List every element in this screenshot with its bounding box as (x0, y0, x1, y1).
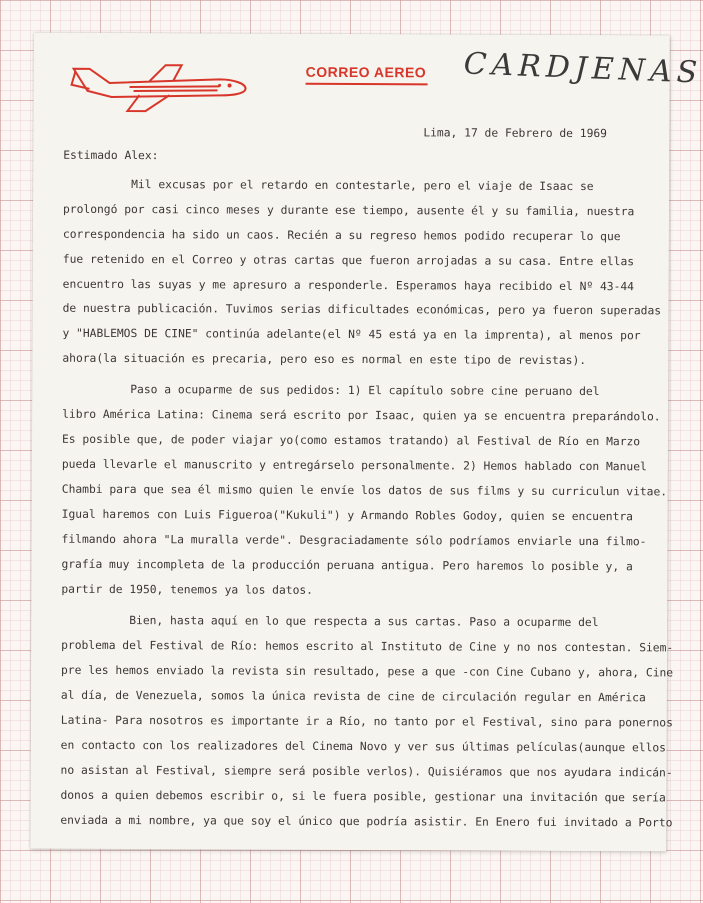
letter-line: enviada a mi nombre, ya que soy el único que podría asistir. En Enero fui invitado a Porto (60, 813, 673, 830)
letter-line: correspondencia ha sido un caos. Recién a su regreso hemos podido recuperar lo que (62, 227, 621, 244)
letter-line: fue retenido en el Correo y otras cartas que fueron arrojadas a su casa. Entre ellas (62, 252, 635, 269)
letter-line: encuentro las suyas y me apresuro a responderle. Esperamos haya recibido el Nº 43-44 (62, 277, 635, 294)
letter-line: no asistan al Festival, siempre será posible verlos). Quisiéramos que nos ayudara indicán- (60, 763, 673, 780)
letter-line: Mil excusas por el retardo en contestarle, pero el viaje de Isaac se (63, 177, 594, 194)
letter-line: libro América Latina: Cinema será escrito por Isaac, quien ya se encuentra preparándolo. (62, 407, 661, 424)
letter-sheet (30, 33, 703, 852)
letter-line: filmando ahora "La muralla verde". Desgraciadamente sólo podríamos enviarle una filmo- (61, 532, 647, 549)
letter-line: partir de 1950, tenemos ya los datos. (61, 582, 314, 597)
letter-line: al día, de Venezuela, somos la única revista de cine de circulación regular en América (60, 688, 646, 705)
letter-line: Es posible que, de poder viajar yo(como estamos tratando) al Festival de Río en Marzo (61, 432, 641, 449)
header-underline (306, 83, 428, 86)
airplane-logo (69, 55, 249, 114)
letter-date: Lima, 17 de Febrero de 1969 (423, 126, 608, 141)
letter-line: Igual haremos con Luis Figueroa("Kukuli") y Armando Robles Godoy, quien se encuentra (61, 507, 634, 524)
letter-line: grafía muy incompleta de la producción peruana antigua. Pero haremos lo posible y, a (61, 557, 633, 574)
airmail-header: CORREO AEREO (305, 63, 427, 81)
letter-line: Bien, hasta aquí en lo que respecta a sus cartas. Paso a ocuparme del (61, 613, 599, 630)
letter-line: y "HABLEMOS DE CINE" continúa adelante(el Nº 45 está ya en la imprenta), al menos por (62, 326, 641, 343)
letter-line: pueda llevarle el manuscrito y entregárselo personalmente. 2) Hemos hablado con Manuel (61, 457, 647, 474)
letter-line: Paso a ocuparme de sus pedidos: 1) El capítulo sobre cine peruano del (62, 382, 600, 399)
letter-line: prolongó por casi cinco meses y durante ese tiempo, ausente él y su familia, nuestra (62, 202, 635, 219)
letter-line: Latina- Para nosotros es importante ir a Río, no tanto por el Festival, sino para ponernos (60, 713, 673, 730)
letter-greeting: Estimado Alex: (63, 148, 159, 163)
letter-line: de nuestra publicación. Tuvimos serias dificultades económicas, pero ya fueron superadas (62, 301, 662, 318)
letter-line: ahora(la situación es precaria, pero eso es normal en este tipo de revistas). (62, 351, 587, 368)
letter-line: pre les hemos enviado la revista sin resultado, pese a que -con Cine Cubano y, ahora, Cine (60, 663, 674, 680)
letter-line: donos a quien debemos escribir o, si le fuera posible, gestionar una invitación que sería (60, 788, 666, 805)
letter-line: Chambi para que sea él mismo quien le envíe los datos de sus films y su curriculun vitae. (61, 482, 668, 499)
letter-line: problema del Festival de Río: hemos escrito al Instituto de Cine y no nos contestan. Siem- (61, 638, 674, 655)
letter-line: en contacto con los realizadores del Cinema Novo y ver sus últimas películas(aunque ellos (60, 738, 667, 755)
handwritten-note: CARDJENAS (463, 46, 703, 91)
